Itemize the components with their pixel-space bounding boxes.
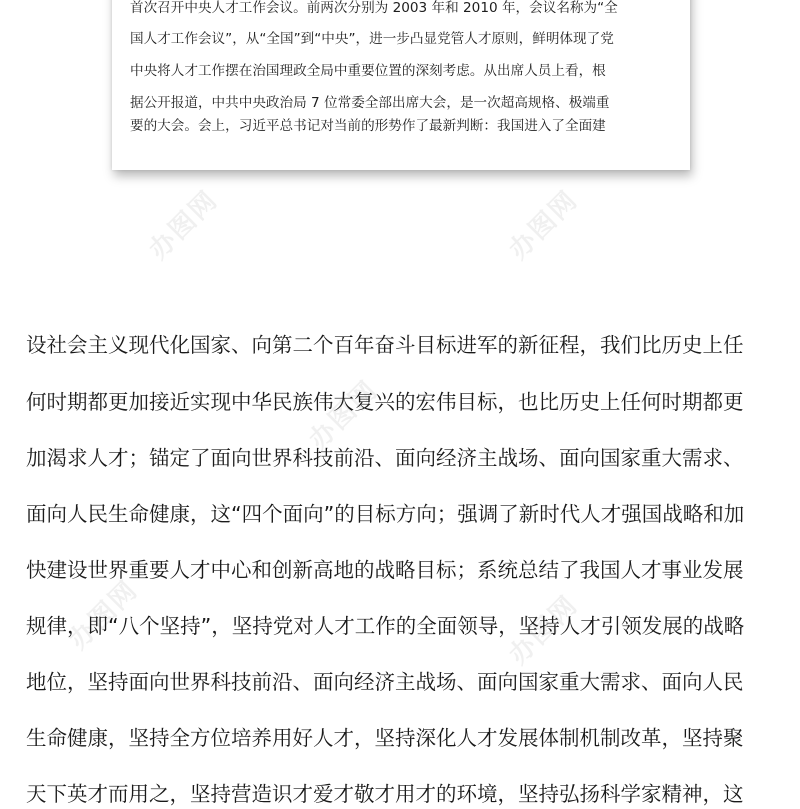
excerpt-card (112, 0, 690, 170)
excerpt-line: 首次召开中央人才工作会议。前两次分别为 2003 年和 2010 年，会议名称为“全 (130, 0, 618, 16)
body-line: 面向人民生命健康，这“四个面向”的目标方向；强调了新时代人才强国战略和加 (26, 502, 745, 526)
body-line: 设社会主义现代化国家、向第二个百年奋斗目标进军的新征程，我们比历史上任 (26, 333, 744, 357)
excerpt-line: 据公开报道，中共中央政治局 7 位常委全部出席大会，是一次超高规格、极端重 (130, 95, 610, 111)
body-line: 地位，坚持面向世界科技前沿、面向经济主战场、面向国家重大需求、面向人民 (26, 670, 744, 694)
watermark: 办图网 (63, 574, 145, 656)
body-line: 快建设世界重要人才中心和创新高地的战略目标；系统总结了我国人才事业发展 (26, 558, 744, 582)
watermark: 办图网 (503, 589, 585, 671)
body-line: 生命健康，坚持全方位培养用好人才，坚持深化人才发展体制机制改革，坚持聚 (26, 726, 744, 750)
watermark: 办图网 (303, 374, 385, 456)
body-line: 何时期都更加接近实现中华民族伟大复兴的宏伟目标，也比历史上任何时期都更 (26, 390, 744, 414)
excerpt-line: 要的大会。会上，习近平总书记对当前的形势作了最新判断：我国进入了全面建 (130, 118, 606, 134)
excerpt-line: 国人才工作会议”，从“全国”到“中央”，进一步凸显党管人才原则，鲜明体现了党 (130, 31, 614, 47)
body-line: 天下英才而用之，坚持营造识才爱才敬才用才的环境，坚持弘扬科学家精神，这 (26, 782, 744, 806)
watermark: 办图网 (503, 184, 585, 266)
excerpt-line: 中央将人才工作摆在治国理政全局中重要位置的深刻考虑。从出席人员上看，根 (130, 63, 606, 79)
body-line: 加渴求人才；锚定了面向世界科技前沿、面向经济主战场、面向国家重大需求、 (26, 446, 744, 470)
watermark: 办图网 (143, 184, 225, 266)
body-line: 规律，即“八个坚持”，坚持党对人才工作的全面领导，坚持人才引领发展的战略 (26, 614, 745, 638)
